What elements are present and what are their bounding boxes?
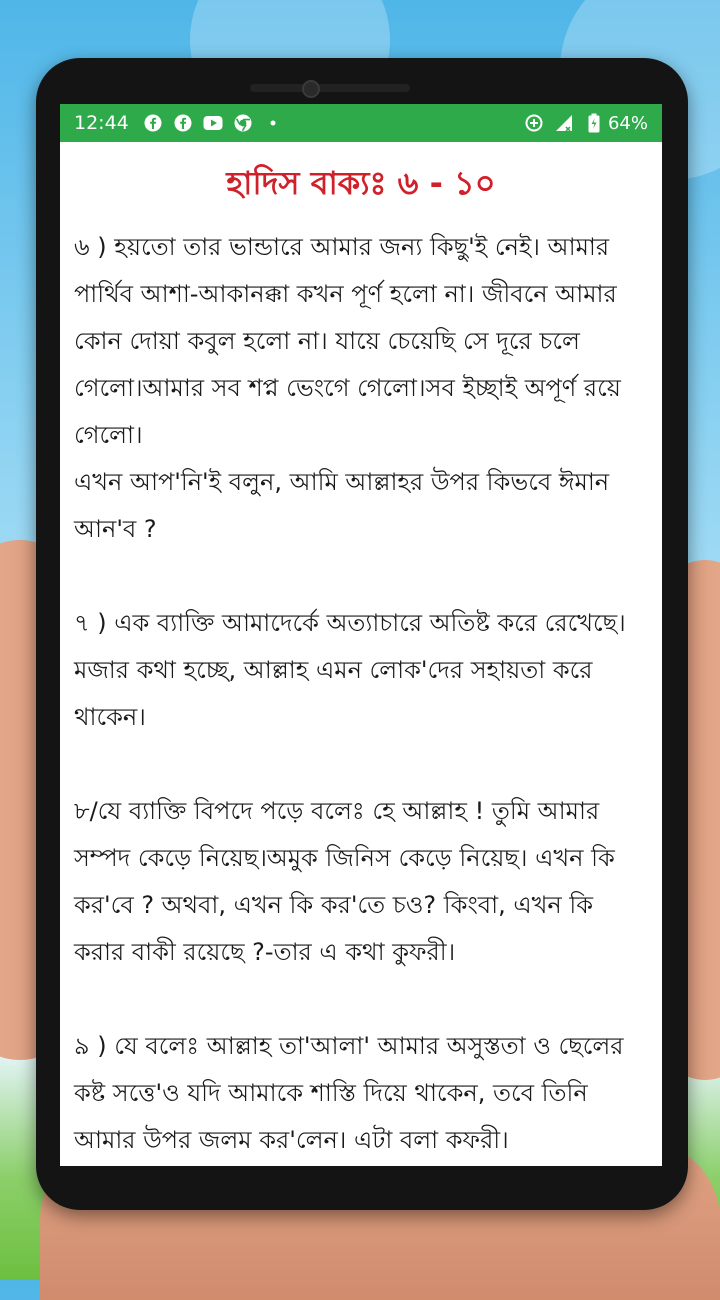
- hadith-paragraph: এখন আপ'নি'ই বলুন, আমি আল্লাহর উপর কিভবে ঈমান আন'ব ?: [74, 468, 610, 543]
- hadith-paragraph: ৭ ) এক ব্যাক্তি আমাদের্কে অত্যাচারে অতিষ্ট করে রেখেছে।মজার কথা হচ্ছে, আল্লাহ এমন লোক'দের সহায়তা করে থাকেন।: [74, 609, 626, 731]
- phone-speaker: [250, 84, 410, 92]
- data-saver-icon: [524, 113, 544, 133]
- hadith-paragraph: ৬ ) হয়তো তার ভান্ডারে আমার জন্য কিছু'ই নেই। আমার পার্থিব আশা-আকানক্কা কখন পূর্ণ হলো না। জীবনে আমার কোন দোয়া কবুল হলো না। যায়ে চেয়েছি সে দূরে চলে গেলো।আমার সব শপ্ন ভেংগে গেলো।সব ইচ্ছাই অপূর্ণ রয়ে গেলো।: [74, 233, 621, 449]
- paragraph-gap: [74, 741, 648, 788]
- status-time: 12:44: [74, 112, 129, 134]
- chrome-icon: [233, 113, 253, 133]
- page-title: হাদিস বাক্যঃ ৬ - ১০: [226, 164, 496, 202]
- paragraph-gap: [74, 976, 648, 1023]
- facebook-icon: [143, 113, 163, 133]
- dot-icon: [263, 113, 283, 133]
- battery-icon: [584, 113, 604, 133]
- hadith-paragraph: ৮/যে ব্যাক্তি বিপদে পড়ে বলেঃ হে আল্লাহ ! তুমি আমার সম্পদ কেড়ে নিয়েছ।অমুক জিনিস কেড়ে নিয়েছ। এখন কি কর'বে ? অথবা, এখন কি কর'তে চও? কিংবা, এখন কি করার বাকী রয়েছে ?-তার এ কথা কুফরী।: [74, 797, 615, 966]
- facebook-icon: [173, 113, 193, 133]
- phone-camera: [302, 80, 320, 98]
- phone-screen: [60, 104, 662, 1166]
- youtube-icon: [203, 113, 223, 133]
- status-bar: [60, 104, 662, 142]
- battery-percent: 64%: [607, 112, 648, 134]
- hadith-paragraph: ৯ ) যে বলেঃ আল্লাহ তা'আলা' আমার অসুস্ততা ও ছেলের কষ্ট সত্তে'ও যদি আমাকে শাস্তি দিয়ে থাকেন, তবে তিনি আমার উপর জলম কর'লেন। এটা বলা কফরী।: [74, 1032, 624, 1154]
- signal-icon: [554, 113, 574, 133]
- paragraph-gap: [74, 553, 648, 600]
- hadith-content: [60, 224, 662, 1164]
